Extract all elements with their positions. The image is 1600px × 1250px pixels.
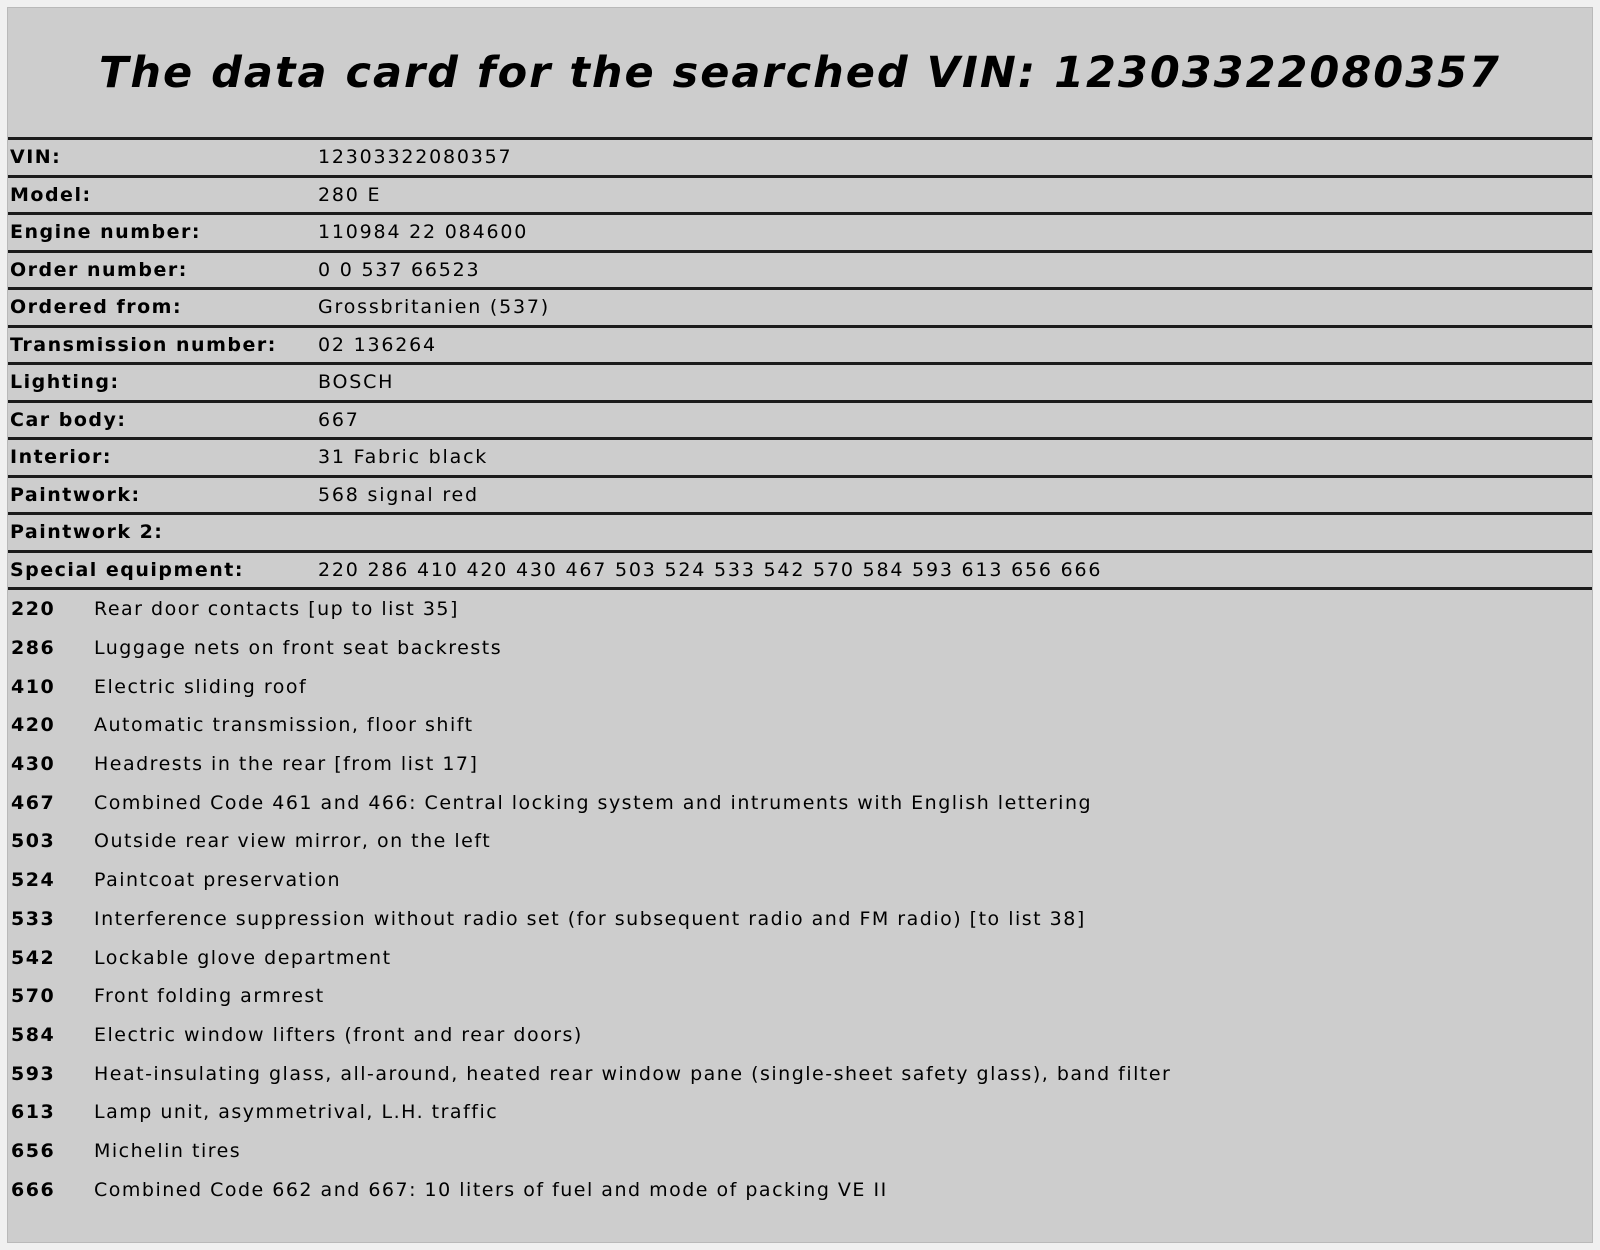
equipment-code: 593 — [11, 1062, 56, 1085]
equipment-description: Paintcoat preservation — [94, 869, 342, 892]
equipment-item — [8, 745, 1592, 784]
equipment-code: 220 — [11, 598, 56, 621]
equipment-description: Lamp unit, asymmetrival, L.H. traffic — [94, 1101, 499, 1124]
equipment-code: 656 — [11, 1139, 56, 1162]
title-bar — [8, 8, 1592, 137]
equipment-item — [8, 1132, 1592, 1171]
field-label: Order number: — [10, 258, 188, 281]
field-label: Interior: — [10, 446, 112, 469]
equipment-description: Combined Code 662 and 667: 10 liters of fuel and mode of packing VE II — [94, 1178, 888, 1201]
equipment-item — [8, 706, 1592, 745]
equipment-description: Front folding armrest — [94, 985, 325, 1008]
equipment-description: Automatic transmission, floor shift — [94, 714, 474, 737]
equipment-description: Headrests in the rear [from list 17] — [94, 753, 479, 776]
equipment-code: 542 — [11, 946, 56, 969]
equipment-code: 420 — [11, 714, 56, 737]
equipment-description: Luggage nets on front seat backrests — [94, 637, 503, 660]
equipment-code: 524 — [11, 869, 56, 892]
field-row-model — [8, 178, 1592, 216]
field-label: Transmission number: — [10, 333, 277, 356]
equipment-item — [8, 629, 1592, 668]
field-value: 12303322080357 — [318, 146, 513, 169]
equipment-description: Rear door contacts [up to list 35] — [94, 598, 459, 621]
field-row-special-equipment — [8, 553, 1592, 591]
equipment-code: 286 — [11, 637, 56, 660]
field-value: 568 signal red — [318, 483, 479, 506]
field-row-ordered-from — [8, 290, 1592, 328]
equipment-description: Interference suppression without radio set (for subsequent radio and FM radio) [to list 38] — [94, 907, 1086, 930]
field-value: Grossbritanien (537) — [318, 296, 550, 319]
equipment-code: 410 — [11, 675, 56, 698]
field-label: Engine number: — [10, 221, 201, 244]
field-row-order-number — [8, 253, 1592, 291]
equipment-description: Electric window lifters (front and rear doors) — [94, 1023, 583, 1046]
field-value: 667 — [318, 408, 360, 431]
field-value: 280 E — [318, 183, 382, 206]
equipment-item — [8, 1170, 1592, 1209]
equipment-item — [8, 590, 1592, 629]
page-title: The data card for the searched VIN: 12303322080357 — [99, 47, 1501, 98]
equipment-description: Michelin tires — [94, 1139, 242, 1162]
field-label: Paintwork 2: — [10, 521, 164, 544]
data-card — [7, 7, 1593, 1243]
equipment-description: Combined Code 461 and 466: Central locking system and intruments with English lettering — [94, 791, 1093, 814]
field-label: Paintwork: — [10, 483, 141, 506]
equipment-item — [8, 822, 1592, 861]
equipment-description: Heat-insulating glass, all-around, heated rear window pane (single-sheet safety glass), band filter — [94, 1062, 1172, 1085]
equipment-description: Electric sliding roof — [94, 675, 308, 698]
equipment-code: 467 — [11, 791, 56, 814]
field-row-car-body — [8, 403, 1592, 441]
equipment-list — [8, 590, 1592, 1209]
field-value: 110984 22 084600 — [318, 221, 529, 244]
field-label: Car body: — [10, 408, 127, 431]
field-row-interior — [8, 440, 1592, 478]
equipment-description: Lockable glove department — [94, 946, 392, 969]
field-label: Ordered from: — [10, 296, 183, 319]
equipment-item — [8, 938, 1592, 977]
equipment-code: 430 — [11, 753, 56, 776]
field-label: Model: — [10, 183, 92, 206]
field-row-vin — [8, 140, 1592, 178]
equipment-code: 613 — [11, 1101, 56, 1124]
equipment-item — [8, 1054, 1592, 1093]
field-row-paintwork — [8, 478, 1592, 516]
equipment-code: 584 — [11, 1023, 56, 1046]
field-label: VIN: — [10, 146, 62, 169]
field-label: Lighting: — [10, 371, 120, 394]
equipment-item — [8, 861, 1592, 900]
equipment-item — [8, 900, 1592, 939]
equipment-code: 503 — [11, 830, 56, 853]
field-value: 31 Fabric black — [318, 446, 489, 469]
field-row-engine-number — [8, 215, 1592, 253]
field-row-lighting — [8, 365, 1592, 403]
field-label: Special equipment: — [10, 558, 244, 581]
field-row-paintwork-2 — [8, 515, 1592, 553]
equipment-code: 666 — [11, 1178, 56, 1201]
equipment-code: 570 — [11, 985, 56, 1008]
field-row-transmission-number — [8, 328, 1592, 366]
field-value: 0 0 537 66523 — [318, 258, 481, 281]
equipment-item — [8, 667, 1592, 706]
equipment-item — [8, 1093, 1592, 1132]
vehicle-data-table — [8, 137, 1592, 590]
equipment-item — [8, 977, 1592, 1016]
equipment-description: Outside rear view mirror, on the left — [94, 830, 492, 853]
field-value: BOSCH — [318, 371, 395, 394]
equipment-code: 533 — [11, 907, 56, 930]
equipment-item — [8, 783, 1592, 822]
field-value: 220 286 410 420 430 467 503 524 533 542 570 584 593 613 656 666 — [318, 558, 1103, 581]
field-value: 02 136264 — [318, 333, 437, 356]
equipment-item — [8, 1016, 1592, 1055]
